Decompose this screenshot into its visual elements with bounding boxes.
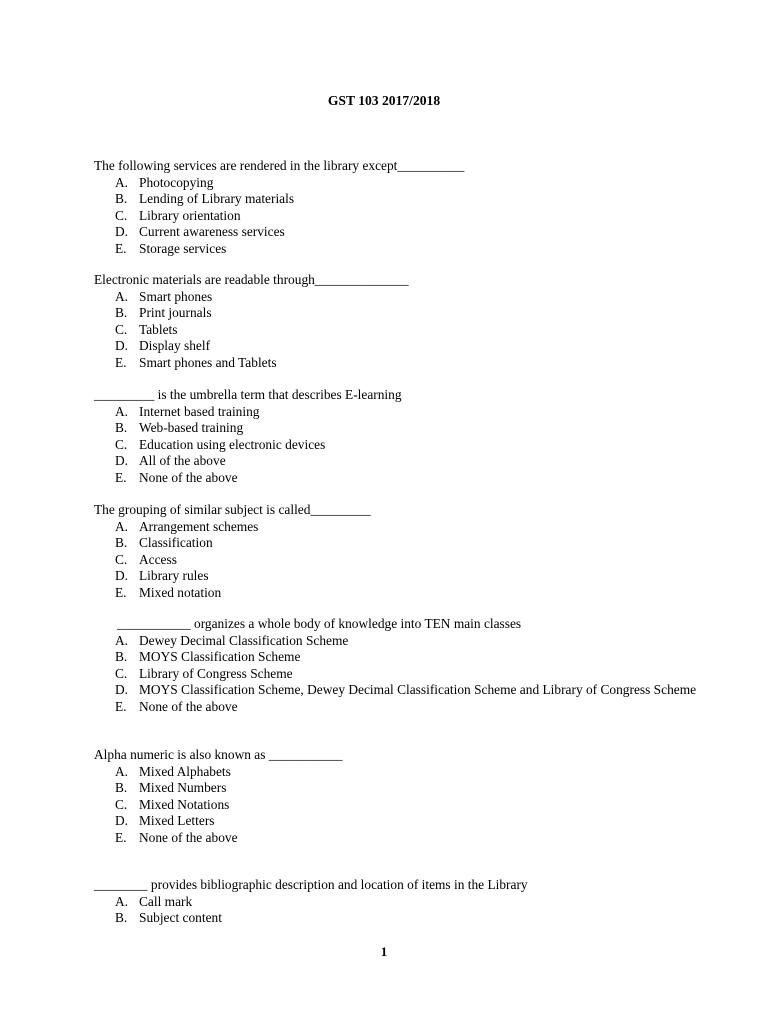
option-text: Internet based training	[139, 403, 260, 419]
question-5	[117, 616, 717, 715]
option-item	[94, 175, 694, 192]
option-letter: A.	[115, 893, 129, 909]
document-title: GST 103 2017/2018	[327, 93, 441, 108]
option-item	[94, 289, 694, 306]
option-text: Lending of Library materials	[139, 191, 295, 206]
question-text: Electronic materials are readable through______________	[94, 272, 409, 287]
option-item	[94, 830, 694, 847]
option-text: All of the above	[139, 453, 226, 468]
question-2	[94, 272, 694, 371]
question-text: _________ is the umbrella term that describes E-learning	[94, 387, 402, 402]
option-text: Arrangement schemes	[139, 518, 259, 534]
option-list	[94, 519, 694, 602]
option-letter: E.	[115, 469, 127, 485]
option-item	[94, 797, 694, 814]
option-text: None of the above	[139, 469, 238, 485]
option-letter: E.	[115, 698, 127, 714]
page-number: 1	[380, 944, 388, 959]
option-letter: B.	[115, 305, 128, 320]
option-item	[94, 224, 694, 241]
option-item	[94, 241, 694, 258]
option-letter: C.	[115, 796, 128, 812]
option-text: Call mark	[139, 893, 193, 909]
option-letter: A.	[115, 763, 129, 779]
option-item	[94, 894, 694, 911]
option-text: None of the above	[139, 698, 238, 714]
option-list	[94, 289, 694, 372]
option-item	[94, 552, 694, 569]
option-text: Classification	[139, 535, 213, 550]
option-text: Display shelf	[139, 338, 211, 353]
option-item	[94, 519, 694, 536]
option-letter: E.	[115, 354, 127, 370]
option-letter: A.	[115, 518, 129, 534]
option-item	[94, 453, 694, 470]
option-letter: C.	[115, 321, 128, 337]
option-item	[94, 764, 694, 781]
option-text: Access	[139, 551, 177, 567]
option-text: Library of Congress Scheme	[139, 665, 293, 681]
option-item	[94, 780, 694, 797]
option-item	[94, 470, 694, 487]
option-text: MOYS Classification Scheme	[139, 649, 301, 664]
question-1	[94, 158, 694, 257]
question-3	[94, 387, 694, 486]
option-text: MOYS Classification Scheme, Dewey Decimal Classification Scheme and Library of Congress Scheme	[139, 682, 697, 697]
option-text: Dewey Decimal Classification Scheme	[139, 632, 349, 648]
option-letter: B.	[115, 191, 128, 206]
option-letter: D.	[115, 568, 129, 583]
option-text: None of the above	[139, 829, 238, 845]
option-letter: B.	[115, 780, 128, 795]
option-item	[94, 585, 694, 602]
option-letter: B.	[115, 649, 128, 664]
option-item	[94, 535, 694, 552]
option-text: Storage services	[139, 240, 227, 256]
option-item	[94, 437, 694, 454]
option-item	[94, 338, 694, 355]
option-text: Subject content	[139, 910, 222, 925]
question-4	[94, 502, 694, 601]
option-item	[94, 682, 717, 699]
option-letter: A.	[115, 403, 129, 419]
option-text: Mixed notation	[139, 584, 222, 600]
option-text: Library orientation	[139, 207, 241, 223]
question-6	[94, 747, 694, 846]
option-text: Photocopying	[139, 174, 214, 190]
option-item	[94, 305, 694, 322]
option-text: Web-based training	[139, 420, 244, 435]
option-text: Tablets	[139, 321, 178, 337]
option-item	[94, 910, 694, 927]
question-text: ________ provides bibliographic description and location of items in the Library	[94, 877, 528, 892]
option-text: Mixed Alphabets	[139, 763, 231, 779]
option-text: Library rules	[139, 568, 209, 583]
option-item	[94, 568, 694, 585]
option-list	[94, 633, 717, 716]
option-text: Mixed Notations	[139, 796, 230, 812]
option-letter: D.	[115, 224, 129, 239]
option-text: Current awareness services	[139, 224, 285, 239]
option-letter: A.	[115, 174, 129, 190]
question-text: The following services are rendered in the library except__________	[94, 158, 465, 173]
option-item	[94, 666, 717, 683]
option-text: Education using electronic devices	[139, 436, 326, 452]
option-item	[94, 404, 694, 421]
option-letter: C.	[115, 207, 128, 223]
option-text: Smart phones and Tablets	[139, 354, 277, 370]
option-list	[94, 764, 694, 847]
option-item	[94, 355, 694, 372]
option-letter: E.	[115, 829, 127, 845]
option-item	[94, 191, 694, 208]
option-letter: E.	[115, 584, 127, 600]
option-item	[94, 813, 694, 830]
question-7	[94, 877, 694, 927]
option-list	[94, 404, 694, 487]
option-letter: C.	[115, 665, 128, 681]
option-letter: A.	[115, 288, 129, 304]
option-text: Mixed Letters	[139, 813, 215, 828]
option-text: Mixed Numbers	[139, 780, 227, 795]
option-item	[94, 420, 694, 437]
option-letter: B.	[115, 535, 128, 550]
option-item	[94, 649, 717, 666]
option-letter: B.	[115, 910, 128, 925]
question-text: Alpha numeric is also known as ___________	[94, 747, 343, 762]
option-list	[94, 894, 694, 927]
option-text: Smart phones	[139, 288, 213, 304]
option-letter: D.	[115, 682, 129, 697]
option-item	[94, 633, 717, 650]
option-item	[94, 699, 717, 716]
option-item	[94, 208, 694, 225]
option-text: Print journals	[139, 305, 212, 320]
option-letter: C.	[115, 436, 128, 452]
option-letter: A.	[115, 632, 129, 648]
option-list	[94, 175, 694, 258]
question-text: The grouping of similar subject is called_________	[94, 502, 371, 517]
option-item	[94, 322, 694, 339]
option-letter: B.	[115, 420, 128, 435]
option-letter: D.	[115, 813, 129, 828]
option-letter: D.	[115, 453, 129, 468]
option-letter: C.	[115, 551, 128, 567]
option-letter: D.	[115, 338, 129, 353]
question-text: ___________ organizes a whole body of knowledge into TEN main classes	[117, 616, 522, 631]
option-letter: E.	[115, 240, 127, 256]
